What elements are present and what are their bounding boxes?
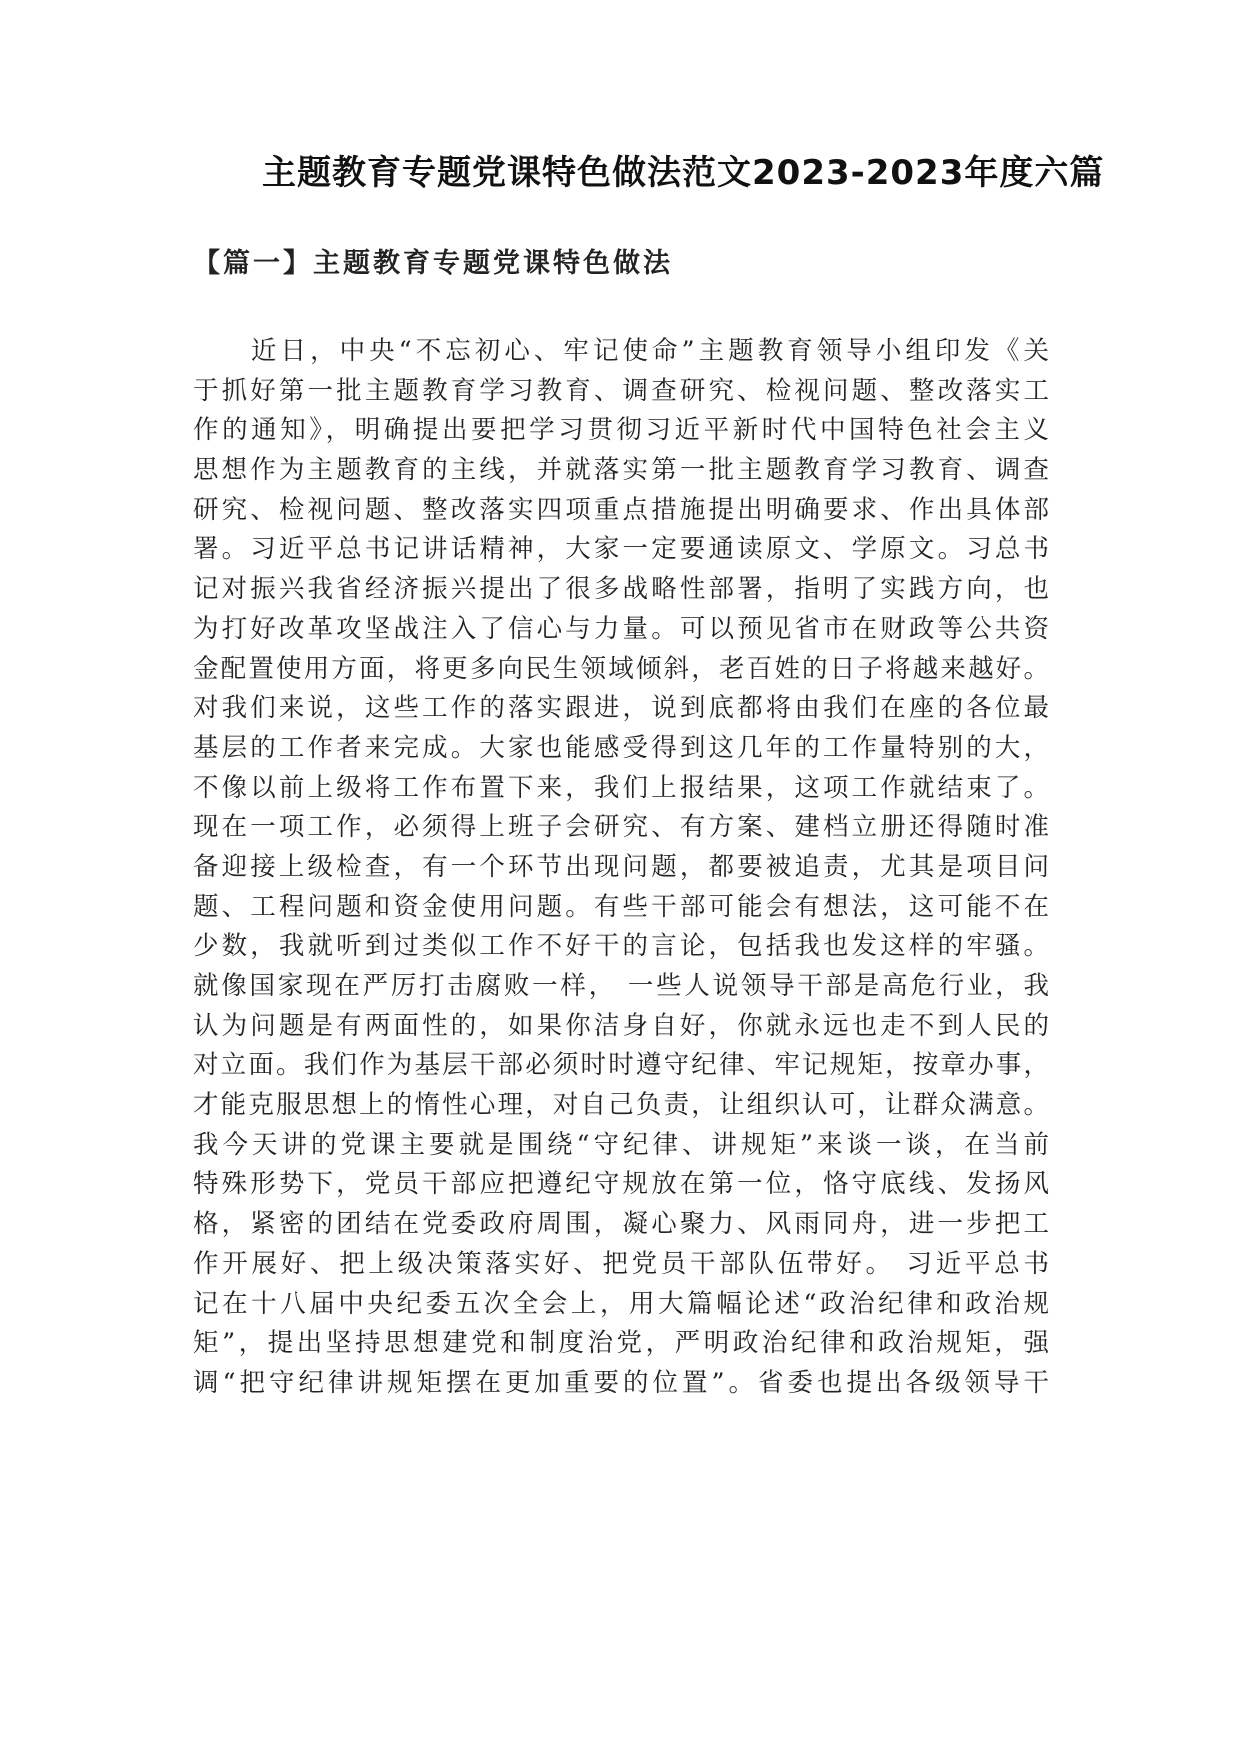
body-line: 现在一项工作，必须得上班子会研究、有方案、建档立册还得随时准 bbox=[193, 812, 1049, 843]
body-line: 对我们来说，这些工作的落实跟进，说到底都将由我们在座的各位最 bbox=[193, 693, 1049, 724]
body-line: 才能克服思想上的惰性心理，对自己负责，让组织认可，让群众满意。 bbox=[193, 1090, 1049, 1121]
body-line: 我今天讲的党课主要就是围绕“守纪律、讲规矩”来谈一谈，在当前 bbox=[193, 1129, 1049, 1160]
body-line: 对立面。我们作为基层干部必须时时遵守纪律、牢记规矩，按章办事， bbox=[193, 1050, 1049, 1081]
body-line: 调“把守纪律讲规矩摆在更加重要的位置”。省委也提出各级领导干 bbox=[193, 1367, 1049, 1398]
body-line: 矩”，提出坚持思想建党和制度治党，严明政治纪律和政治规矩，强 bbox=[193, 1328, 1049, 1359]
body-line: 为打好改革攻坚战注入了信心与力量。可以预见省市在财政等公共资 bbox=[193, 613, 1049, 644]
body-line: 记对振兴我省经济振兴提出了很多战略性部署，指明了实践方向，也 bbox=[193, 574, 1049, 605]
body-line: 金配置使用方面，将更多向民生领域倾斜，老百姓的日子将越来越好。 bbox=[193, 653, 1049, 684]
body-line: 认为问题是有两面性的，如果你洁身自好，你就永远也走不到人民的 bbox=[193, 1010, 1049, 1041]
body-line: 格，紧密的团结在党委政府周围，凝心聚力、风雨同舟，进一步把工 bbox=[193, 1209, 1049, 1240]
body-paragraph bbox=[193, 332, 1049, 1404]
section-heading: 【篇一】主题教育专题党课特色做法 bbox=[193, 248, 673, 279]
body-line: 作开展好、把上级决策落实好、把党员干部队伍带好。 习近平总书 bbox=[193, 1248, 1049, 1279]
body-line: 特殊形势下，党员干部应把遵纪守规放在第一位，恪守底线、发扬风 bbox=[193, 1169, 1049, 1200]
body-line: 署。习近平总书记讲话精神，大家一定要通读原文、学原文。习总书 bbox=[193, 534, 1049, 565]
body-line: 题、工程问题和资金使用问题。有些干部可能会有想法，这可能不在 bbox=[193, 891, 1049, 922]
body-line: 近日，中央“不忘初心、牢记使命”主题教育领导小组印发《关 bbox=[251, 336, 1049, 366]
body-line: 记在十八届中央纪委五次全会上，用大篇幅论述“政治纪律和政治规 bbox=[193, 1288, 1049, 1319]
body-line: 就像国家现在严厉打击腐败一样， 一些人说领导干部是高危行业，我 bbox=[193, 971, 1049, 1001]
document-title: 主题教育专题党课特色做法范文2023-2023年度六篇 bbox=[262, 153, 1105, 193]
body-line: 备迎接上级检查，有一个环节出现问题，都要被追责，尤其是项目问 bbox=[193, 851, 1049, 882]
body-line: 于抓好第一批主题教育学习教育、调查研究、检视问题、整改落实工 bbox=[193, 375, 1049, 406]
body-line: 不像以前上级将工作布置下来，我们上报结果，这项工作就结束了。 bbox=[193, 772, 1049, 803]
body-line: 思想作为主题教育的主线，并就落实第一批主题教育学习教育、调查 bbox=[193, 455, 1049, 486]
body-line: 作的通知》，明确提出要把学习贯彻习近平新时代中国特色社会主义 bbox=[193, 415, 1049, 446]
body-line: 基层的工作者来完成。大家也能感受得到这几年的工作量特别的大， bbox=[193, 732, 1049, 763]
body-line: 研究、检视问题、整改落实四项重点措施提出明确要求、作出具体部 bbox=[193, 494, 1049, 525]
body-line: 少数，我就听到过类似工作不好干的言论，包括我也发这样的牢骚。 bbox=[193, 931, 1049, 962]
